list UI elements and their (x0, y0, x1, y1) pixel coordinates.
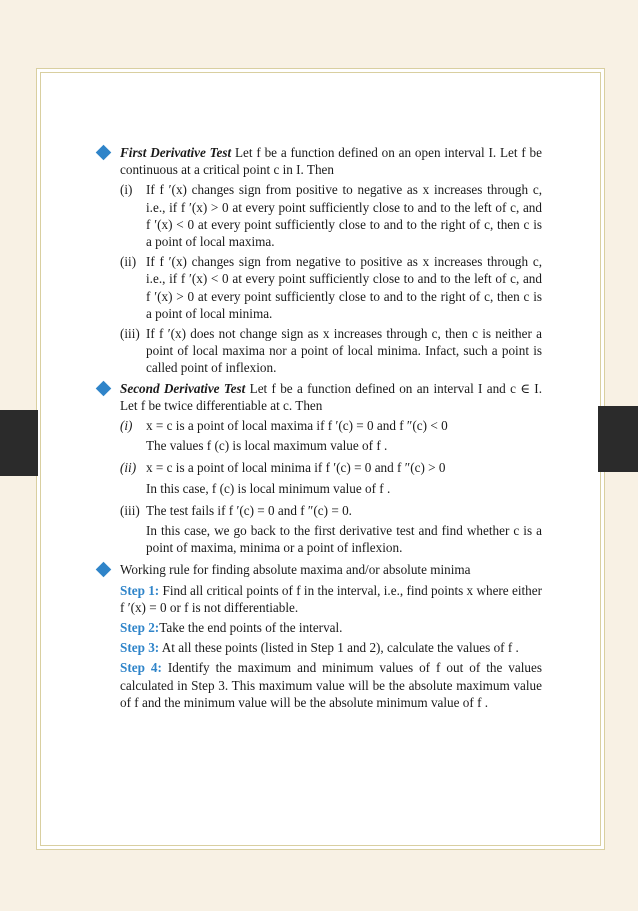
step-label: Step 3: (120, 640, 160, 656)
section-title: First Derivative Test (120, 145, 232, 160)
item-text: If f ′(x) changes sign from positive to negative as x increases through c, i.e., if f ′(x) > 0 at every point sufficiently close to and to the left of c, and f ′(x) < 0 at every point sufficiently close to and to the right of c, then c is a point of local maxima. (146, 182, 542, 250)
working-rule-section (98, 561, 542, 578)
item-text: x = c is a point of local minima if f ′(c) = 0 and f ″(c) > 0 (146, 460, 446, 476)
bullet-diamond-icon (96, 380, 112, 396)
step-label: Step 2: (120, 620, 160, 636)
item-number: (ii) (120, 460, 137, 476)
first-derivative-test-section (98, 144, 542, 178)
list-item (98, 502, 542, 519)
step-text: At all these points (listed in Step 1 and 2), calculate the values of f . (159, 640, 519, 656)
list-item (98, 459, 542, 476)
step-text: Identify the maximum and minimum values of f out of the values calculated in Step 3. This maximum value will be the absolute maximum value of f and the minimum value will be the absolute minimum value of f . (120, 660, 542, 710)
step-paragraph (98, 639, 542, 656)
item-number: (iii) (120, 326, 140, 342)
item-note: The values f (c) is local maximum value of f . (146, 438, 388, 454)
item-text: If f ′(x) changes sign from negative to positive as x increases through c, i.e., if f ′(x) < 0 at every point sufficiently close to and to the left of c, and f ′(x) > 0 at every point sufficiently close to and to the right of c, then c is a point of local minima. (146, 254, 542, 321)
step-label: Step 4: (120, 660, 162, 676)
second-derivative-test-section (98, 380, 542, 414)
step-paragraph (98, 619, 542, 636)
item-number: (i) (120, 418, 133, 434)
item-note: In this case, we go back to the first derivative test and find whether c is a point of maxima, minima or a point of inflexion. (146, 523, 542, 556)
section-intro: Let f be a function defined on an open interval I. Let f be continuous at a critical point c in I. Then (120, 145, 542, 178)
list-item (98, 181, 542, 250)
bullet-diamond-icon (96, 145, 112, 161)
item-text: If f ′(x) does not change sign as x increases through c, then c is neither a point of local maxima nor a point of local minima. Infact, such a point is called point of inflexion. (146, 326, 542, 376)
item-number: (i) (120, 182, 133, 198)
step-paragraph (98, 659, 542, 711)
item-text: x = c is a point of local maxima if f ′(c) = 0 and f ″(c) < 0 (146, 418, 448, 434)
right-binder-tab (598, 406, 638, 472)
item-number: (iii) (120, 502, 140, 518)
step-text: Take the end points of the interval. (159, 620, 343, 636)
item-text: The test fails if f ′(c) = 0 and f ″(c) = 0. (146, 502, 352, 518)
step-label: Step 1: (120, 582, 160, 598)
list-item (98, 417, 542, 434)
step-paragraph (98, 582, 542, 616)
bullet-diamond-icon (96, 562, 112, 578)
document-body (98, 144, 542, 714)
item-note: In this case, f (c) is local minimum value of f . (146, 480, 391, 496)
section-title: Second Derivative Test (120, 380, 246, 396)
section-title: Working rule for finding absolute maxima and/or absolute minima (120, 562, 471, 578)
item-number: (ii) (120, 254, 137, 270)
list-item (98, 253, 542, 322)
list-item (98, 325, 542, 377)
step-text: Find all critical points of f in the interval, i.e., find points x where either f ′(x) = 0 or f is not differentiable. (120, 582, 542, 615)
left-binder-tab (0, 410, 38, 476)
section-intro: Let f be a function defined on an interval I and c ∈ I. Let f be twice differentiable at c. Then (120, 380, 542, 413)
